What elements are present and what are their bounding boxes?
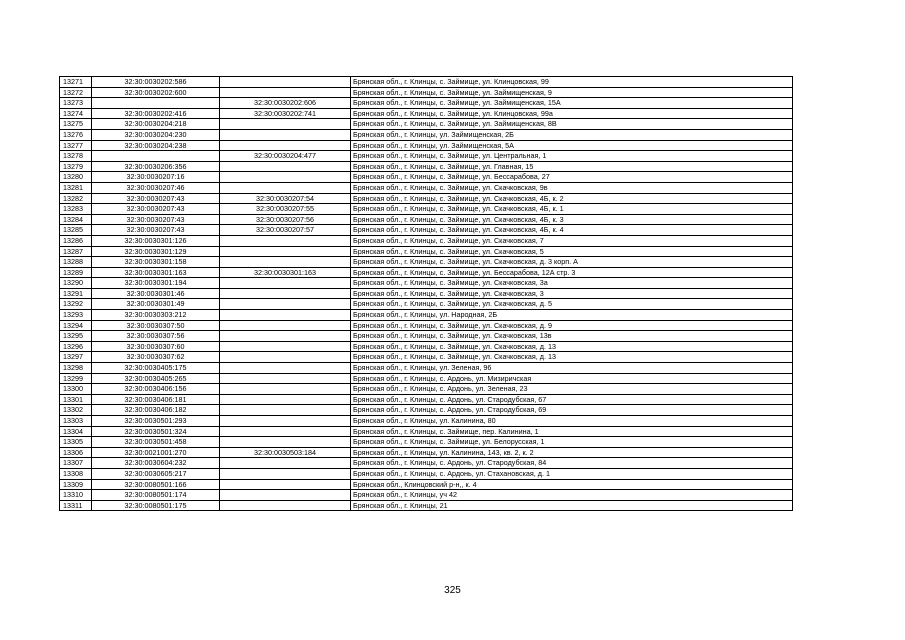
table-row: [60, 426, 793, 437]
address-cell: Брянская обл., г. Клинцы, с. Займище, ул. Скачковская, 7: [351, 235, 793, 246]
cadastral-number-cell: 32:30:0030204:218: [92, 119, 220, 130]
address-cell: Брянская обл., г. Клинцы, с. Займище, ул. Скачковская, 4Б, к. 4: [351, 225, 793, 236]
address-cell: Брянская обл., г. Клинцы, с. Займище, ул. Клинцовская, 99а: [351, 108, 793, 119]
address-cell: Брянская обл., г. Клинцы, с. Займище, ул. Белорусская, 1: [351, 437, 793, 448]
row-number-cell: 13292: [60, 299, 92, 310]
cadastral-number-2-cell: [220, 341, 351, 352]
cadastral-number-cell: 32:30:0030405:265: [92, 373, 220, 384]
address-cell: Брянская обл., г. Клинцы, с. Ардонь, ул. Зеленая, 23: [351, 384, 793, 395]
address-cell: Брянская обл., г. Клинцы, с. Займище, ул. Скачковская, 5: [351, 246, 793, 257]
row-number-cell: 13298: [60, 363, 92, 374]
cadastral-number-cell: 32:30:0080501:174: [92, 490, 220, 501]
table-body: [60, 77, 793, 511]
table-row: [60, 193, 793, 204]
cadastral-number-cell: 32:30:0030301:46: [92, 288, 220, 299]
table-row: [60, 235, 793, 246]
cadastral-number-2-cell: [220, 257, 351, 268]
row-number-cell: 13279: [60, 161, 92, 172]
address-cell: Брянская обл., г. Клинцы, с. Займище, ул. Скачковская, д. 13: [351, 352, 793, 363]
cadastral-number-2-cell: [220, 363, 351, 374]
cadastral-number-cell: 32:30:0030307:56: [92, 331, 220, 342]
cadastral-number-cell: 32:30:0030501:324: [92, 426, 220, 437]
table-row: [60, 246, 793, 257]
row-number-cell: 13295: [60, 331, 92, 342]
row-number-cell: 13271: [60, 77, 92, 88]
address-cell: Брянская обл., г. Клинцы, с. Займище, ул. Скачковская, 4Б, к. 2: [351, 193, 793, 204]
table-row: [60, 490, 793, 501]
cadastral-number-2-cell: [220, 458, 351, 469]
cadastral-number-2-cell: [220, 394, 351, 405]
table-row: [60, 288, 793, 299]
row-number-cell: 13286: [60, 235, 92, 246]
address-cell: Брянская обл., г. Клинцы, с. Займище, ул. Бессарабова, 12А стр. 3: [351, 267, 793, 278]
address-cell: Брянская обл., Клинцовский р-н,, к. 4: [351, 479, 793, 490]
cadastral-number-2-cell: [220, 299, 351, 310]
row-number-cell: 13287: [60, 246, 92, 257]
row-number-cell: 13277: [60, 140, 92, 151]
row-number-cell: 13293: [60, 310, 92, 321]
address-cell: Брянская обл., г. Клинцы, с. Займище, ул. Центральная, 1: [351, 151, 793, 162]
row-number-cell: 13299: [60, 373, 92, 384]
cadastral-number-2-cell: [220, 426, 351, 437]
address-cell: Брянская обл., г. Клинцы, ул. Народная, 2Б: [351, 310, 793, 321]
cadastral-number-2-cell: [220, 352, 351, 363]
cadastral-number-2-cell: [220, 468, 351, 479]
address-cell: Брянская обл., г. Клинцы, с. Ардонь, ул. Стародубская, 69: [351, 405, 793, 416]
cadastral-number-2-cell: 32:30:0030301:163: [220, 267, 351, 278]
cadastral-number-2-cell: [220, 310, 351, 321]
cadastral-number-cell: 32:30:0030501:293: [92, 416, 220, 427]
cadastral-number-2-cell: 32:30:0030202:741: [220, 108, 351, 119]
address-cell: Брянская обл., г. Клинцы, с. Займище, ул. Бессарабова, 27: [351, 172, 793, 183]
table-row: [60, 204, 793, 215]
address-cell: Брянская обл., г. Клинцы, с. Ардонь, ул. Мизиричская: [351, 373, 793, 384]
table-row: [60, 278, 793, 289]
cadastral-number-2-cell: [220, 172, 351, 183]
address-cell: Брянская обл., г. Клинцы, 21: [351, 500, 793, 511]
row-number-cell: 13275: [60, 119, 92, 130]
table-row: [60, 119, 793, 130]
table-row: [60, 468, 793, 479]
cadastral-number-cell: 32:30:0030405:175: [92, 363, 220, 374]
cadastral-number-2-cell: 32:30:0030202:606: [220, 98, 351, 109]
row-number-cell: 13280: [60, 172, 92, 183]
table-row: [60, 320, 793, 331]
cadastral-number-cell: 32:30:0030202:600: [92, 87, 220, 98]
row-number-cell: 13289: [60, 267, 92, 278]
table-row: [60, 172, 793, 183]
cadastral-number-cell: 32:30:0030604:232: [92, 458, 220, 469]
address-cell: Брянская обл., г. Клинцы, уч 42: [351, 490, 793, 501]
table-row: [60, 405, 793, 416]
address-cell: Брянская обл., г. Клинцы, с. Займище, пер. Калинина, 1: [351, 426, 793, 437]
cadastral-number-cell: 32:30:0030202:586: [92, 77, 220, 88]
table-row: [60, 437, 793, 448]
address-cell: Брянская обл., г. Клинцы, с. Займище, ул. Займищенская, 8В: [351, 119, 793, 130]
address-cell: Брянская обл., г. Клинцы, ул. Калинина, 143, кв. 2, к. 2: [351, 447, 793, 458]
address-cell: Брянская обл., г. Клинцы, ул. Калинина, 80: [351, 416, 793, 427]
address-cell: Брянская обл., г. Клинцы, с. Займище, ул. Скачковская, д. 9: [351, 320, 793, 331]
row-number-cell: 13300: [60, 384, 92, 395]
row-number-cell: 13297: [60, 352, 92, 363]
row-number-cell: 13273: [60, 98, 92, 109]
cadastral-number-2-cell: [220, 500, 351, 511]
table-row: [60, 416, 793, 427]
table-row: [60, 310, 793, 321]
cadastral-number-2-cell: [220, 437, 351, 448]
table-row: [60, 87, 793, 98]
cadastral-number-2-cell: [220, 235, 351, 246]
cadastral-number-cell: 32:30:0030406:181: [92, 394, 220, 405]
row-number-cell: 13307: [60, 458, 92, 469]
table-row: [60, 161, 793, 172]
cadastral-number-2-cell: 32:30:0030204:477: [220, 151, 351, 162]
address-cell: Брянская обл., г. Клинцы, с. Займище, ул. Займищенская, 9: [351, 87, 793, 98]
table-row: [60, 257, 793, 268]
page-number: 325: [444, 585, 461, 596]
cadastral-number-2-cell: [220, 384, 351, 395]
cadastral-number-cell: 32:30:0080501:166: [92, 479, 220, 490]
cadastral-number-cell: 32:30:0030501:458: [92, 437, 220, 448]
cadastral-number-2-cell: 32:30:0030503:184: [220, 447, 351, 458]
cadastral-number-cell: 32:30:0030303:212: [92, 310, 220, 321]
table-row: [60, 182, 793, 193]
cadastral-number-cell: 32:30:0030207:43: [92, 214, 220, 225]
cadastral-number-cell: 32:30:0030202:416: [92, 108, 220, 119]
table-row: [60, 214, 793, 225]
cadastral-number-2-cell: [220, 119, 351, 130]
cadastral-number-2-cell: [220, 87, 351, 98]
cadastral-number-cell: 32:30:0030406:156: [92, 384, 220, 395]
row-number-cell: 13283: [60, 204, 92, 215]
cadastral-number-cell: 32:30:0030207:43: [92, 204, 220, 215]
row-number-cell: 13291: [60, 288, 92, 299]
cadastral-number-2-cell: [220, 490, 351, 501]
address-cell: Брянская обл., г. Клинцы, с. Займище, ул. Скачковская, 4Б, к. 3: [351, 214, 793, 225]
table-row: [60, 352, 793, 363]
address-cell: Брянская обл., г. Клинцы, с. Займище, ул. Скачковская, 4Б, к. 1: [351, 204, 793, 215]
row-number-cell: 13274: [60, 108, 92, 119]
address-cell: Брянская обл., г. Клинцы, ул. Зеленая, 96: [351, 363, 793, 374]
table-row: [60, 373, 793, 384]
row-number-cell: 13311: [60, 500, 92, 511]
address-cell: Брянская обл., г. Клинцы, с. Ардонь, ул. Стародубская, 67: [351, 394, 793, 405]
address-cell: Брянская обл., г. Клинцы, с. Ардонь, ул. Стародубская, 84: [351, 458, 793, 469]
address-cell: Брянская обл., г. Клинцы, с. Займище, ул. Скачковская, 3а: [351, 278, 793, 289]
cadastral-number-2-cell: 32:30:0030207:56: [220, 214, 351, 225]
cadastral-number-cell: 32:30:0030207:43: [92, 225, 220, 236]
row-number-cell: 13308: [60, 468, 92, 479]
cadastral-number-2-cell: [220, 182, 351, 193]
cadastral-number-cell: 32:30:0030301:194: [92, 278, 220, 289]
address-cell: Брянская обл., г. Клинцы, с. Ардонь, ул. Стахановская, д. 1: [351, 468, 793, 479]
row-number-cell: 13304: [60, 426, 92, 437]
document-table: [59, 76, 793, 511]
table-row: [60, 363, 793, 374]
table-row: [60, 479, 793, 490]
cadastral-number-cell: 32:30:0030207:46: [92, 182, 220, 193]
cadastral-number-2-cell: [220, 288, 351, 299]
table-row: [60, 151, 793, 162]
row-number-cell: 13301: [60, 394, 92, 405]
cadastral-number-cell: [92, 151, 220, 162]
address-cell: Брянская обл., г. Клинцы, с. Займище, ул. Главная, 15: [351, 161, 793, 172]
cadastral-number-cell: 32:30:0030307:62: [92, 352, 220, 363]
cadastral-number-cell: 32:30:0030301:49: [92, 299, 220, 310]
address-cell: Брянская обл., г. Клинцы, ул. Займищенская, 5А: [351, 140, 793, 151]
cadastral-number-cell: 32:30:0030207:16: [92, 172, 220, 183]
address-cell: Брянская обл., г. Клинцы, ул. Займищенская, 2Б: [351, 129, 793, 140]
cadastral-number-2-cell: [220, 405, 351, 416]
cadastral-number-cell: 32:30:0030301:129: [92, 246, 220, 257]
cadastral-number-2-cell: [220, 373, 351, 384]
cadastral-number-2-cell: 32:30:0030207:57: [220, 225, 351, 236]
table-row: [60, 129, 793, 140]
table-row: [60, 458, 793, 469]
address-cell: Брянская обл., г. Клинцы, с. Займище, ул. Скачковская, 9в: [351, 182, 793, 193]
cadastral-number-2-cell: [220, 416, 351, 427]
cadastral-number-2-cell: [220, 140, 351, 151]
cadastral-number-2-cell: [220, 161, 351, 172]
cadastral-number-cell: 32:30:0021001:270: [92, 447, 220, 458]
cadastral-number-cell: 32:30:0030207:43: [92, 193, 220, 204]
cadastral-number-cell: 32:30:0030301:126: [92, 235, 220, 246]
address-cell: Брянская обл., г. Клинцы, с. Займище, ул. Скачковская, 3: [351, 288, 793, 299]
address-cell: Брянская обл., г. Клинцы, с. Займище, ул. Скачковская, 13в: [351, 331, 793, 342]
cadastral-number-2-cell: [220, 246, 351, 257]
cadastral-number-cell: [92, 98, 220, 109]
cadastral-number-2-cell: 32:30:0030207:54: [220, 193, 351, 204]
row-number-cell: 13296: [60, 341, 92, 352]
table-row: [60, 394, 793, 405]
table-row: [60, 341, 793, 352]
cadastral-number-2-cell: [220, 77, 351, 88]
row-number-cell: 13290: [60, 278, 92, 289]
table-row: [60, 140, 793, 151]
table-row: [60, 447, 793, 458]
row-number-cell: 13285: [60, 225, 92, 236]
cadastral-number-2-cell: [220, 479, 351, 490]
row-number-cell: 13305: [60, 437, 92, 448]
row-number-cell: 13284: [60, 214, 92, 225]
row-number-cell: 13294: [60, 320, 92, 331]
row-number-cell: 13281: [60, 182, 92, 193]
table-row: [60, 384, 793, 395]
cadastral-number-cell: 32:30:0030307:60: [92, 341, 220, 352]
row-number-cell: 13282: [60, 193, 92, 204]
address-cell: Брянская обл., г. Клинцы, с. Займище, ул. Скачковская, д. 13: [351, 341, 793, 352]
cadastral-number-cell: 32:30:0030301:158: [92, 257, 220, 268]
table-row: [60, 98, 793, 109]
table-row: [60, 299, 793, 310]
cadastral-number-cell: 32:30:0030301:163: [92, 267, 220, 278]
cadastral-number-2-cell: [220, 320, 351, 331]
table-row: [60, 267, 793, 278]
row-number-cell: 13303: [60, 416, 92, 427]
row-number-cell: 13278: [60, 151, 92, 162]
cadastral-number-cell: 32:30:0030204:230: [92, 129, 220, 140]
table-row: [60, 500, 793, 511]
table-row: [60, 77, 793, 88]
table-row: [60, 331, 793, 342]
cadastral-number-cell: 32:30:0030605:217: [92, 468, 220, 479]
address-cell: Брянская обл., г. Клинцы, с. Займище, ул. Скачковская, д. 5: [351, 299, 793, 310]
row-number-cell: 13276: [60, 129, 92, 140]
table-row: [60, 108, 793, 119]
cadastral-number-cell: 32:30:0030307:50: [92, 320, 220, 331]
cadastral-number-2-cell: 32:30:0030207:55: [220, 204, 351, 215]
cadastral-number-2-cell: [220, 331, 351, 342]
address-cell: Брянская обл., г. Клинцы, с. Займище, ул. Клинцовская, 99: [351, 77, 793, 88]
row-number-cell: 13302: [60, 405, 92, 416]
address-cell: Брянская обл., г. Клинцы, с. Займище, ул. Скачковская, д. 3 корп. А: [351, 257, 793, 268]
cadastral-number-2-cell: [220, 278, 351, 289]
cadastral-number-cell: 32:30:0030406:182: [92, 405, 220, 416]
address-cell: Брянская обл., г. Клинцы, с. Займище, ул. Займищенская, 15А: [351, 98, 793, 109]
row-number-cell: 13306: [60, 447, 92, 458]
row-number-cell: 13288: [60, 257, 92, 268]
row-number-cell: 13310: [60, 490, 92, 501]
cadastral-number-cell: 32:30:0030206:356: [92, 161, 220, 172]
cadastral-number-cell: 32:30:0080501:175: [92, 500, 220, 511]
cadastral-number-cell: 32:30:0030204:238: [92, 140, 220, 151]
row-number-cell: 13309: [60, 479, 92, 490]
table-row: [60, 225, 793, 236]
row-number-cell: 13272: [60, 87, 92, 98]
cadastral-number-2-cell: [220, 129, 351, 140]
